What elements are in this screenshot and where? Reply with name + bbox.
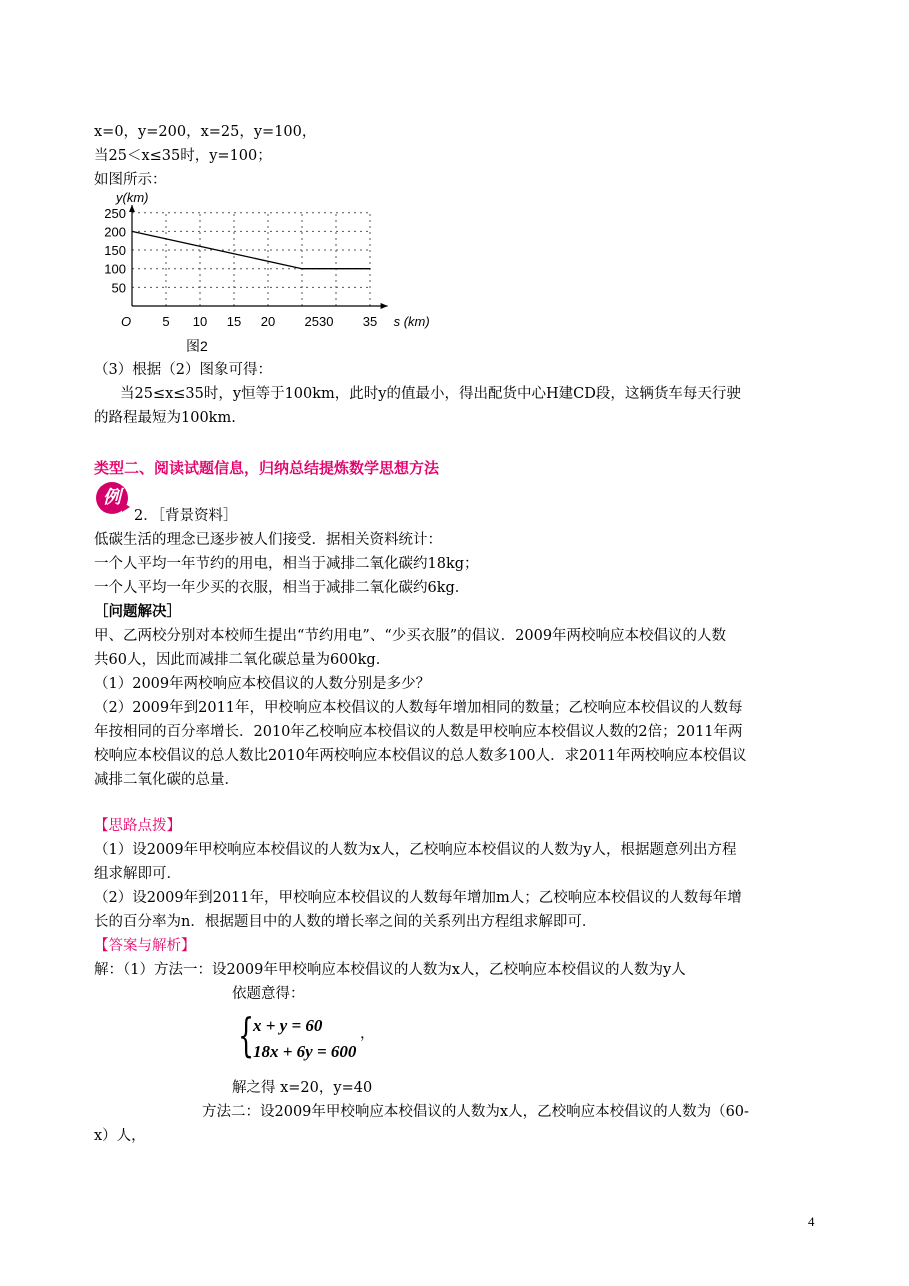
hint-title: 【思路点拨】 [94,818,181,834]
x-tick-label: 35 [362,314,378,329]
text-line: 组求解即可． [94,866,181,882]
y-tick-label: 50 [111,280,126,296]
text-line: 校响应本校倡议的总人数比2010年两校响应本校倡议的总人数多100人．求2011年两校响应本校倡议 [94,748,747,764]
text-line: 解：（1）方法一：设2009年甲校响应本校倡议的人数为x人，乙校响应本校倡议的人数为y人 [94,962,686,978]
series-point [369,268,370,269]
text-line: 当25＜x≤35时，y=100； [94,148,272,164]
chart-series [131,231,370,269]
text-line: 甲、乙两校分别对本校师生提出“节约用电”、“少买衣服”的倡议．2009年两校响应本校倡议的人数 [94,628,727,644]
text-line: 长的百分率为n．根据题目中的人数的增长率之间的关系列出方程组求解即可． [94,914,597,930]
text-line: （2）2009年到2011年，甲校响应本校倡议的人数每年增加相同的数量；乙校响应本校倡议的人数每 [94,700,743,716]
text-line: 如图所示： [94,172,167,188]
chart-axes [129,205,388,309]
x-axis-title: s (km) [393,314,430,329]
text-line: （1）设2009年甲校响应本校倡议的人数为x人，乙校响应本校倡议的人数为y人，根据题意列出方程 [94,842,737,858]
text-line: 的路程最短为100km. [94,410,236,426]
text-line: （1）2009年两校响应本校倡议的人数分别是多少？ [94,676,431,692]
series-point [131,231,132,232]
y-tick-label: 150 [104,243,126,259]
section-heading: 类型二、阅读试题信息，归纳总结提炼数学思想方法 [94,459,440,477]
text-line: （3）根据（2）图象可得： [94,362,272,378]
example-badge: 例 [96,482,128,514]
text-line: x）人， [94,1128,146,1144]
text-line: 依题意得： [232,986,305,1002]
line-chart [94,188,430,354]
y-tick-label: 250 [104,205,126,221]
text-line: 年按相同的百分率增长．2010年乙校响应本校倡议的人数是甲校响应本校倡议人数的2倍；2011年两 [94,724,743,740]
text-line: 解之得 x=20，y=40 [232,1080,373,1096]
text-line: 方法二：设2009年甲校响应本校倡议的人数为x人，乙校响应本校倡议的人数为（60- [202,1104,749,1120]
text-line: 减排二氧化碳的总量． [94,772,239,788]
y-axis-title: y(km) [116,190,149,205]
x-tick-label: 20 [260,314,276,329]
figure-caption: 图2 [186,338,208,354]
text-line: 共60人，因此而减排二氧化碳总量为600kg． [94,652,391,668]
chart-grid [132,213,370,306]
y-axis-arrow [129,205,135,212]
example-title: 2．［背景资料］ [134,508,238,524]
x-tick-label: 15 [226,314,242,329]
equation-comma: ， [360,1026,375,1042]
text-line: x=0，y=200，x=25，y=100， [94,124,317,140]
text-line: 低碳生活的理念已逐步被人们接受．据相关资料统计： [94,532,442,548]
equation-2: 18x + 6y = 600 [253,1042,357,1061]
x-axis-arrow [381,303,388,309]
text-line: （2）设2009年到2011年，甲校响应本校倡议的人数每年增加m人；乙校响应本校倡议的人数每年增 [94,890,742,906]
equation-1: x + y = 60 [253,1016,323,1035]
answer-title: 【答案与解析】 [94,938,196,954]
x-tick-label: 10 [192,314,208,329]
text-line: 当25≤x≤35时，y恒等于100km，此时y的值最小，得出配货中心H建CD段，这辆货车每天行驶 [120,386,741,402]
series-line [132,231,370,268]
equation-brace: { [238,1008,255,1062]
origin-label: O [121,314,132,329]
x-tick-label: 5 [162,314,170,329]
text-line: 一个人平均一年少买的衣服，相当于减排二氧化碳约6kg． [94,580,470,596]
text-line: 一个人平均一年节约的用电，相当于减排二氧化碳约18kg； [94,556,479,572]
y-tick-label: 200 [104,224,126,240]
x-tick-label: 2530 [304,314,334,329]
page-number: 4 [808,1214,815,1229]
problem-title: ［问题解决］ [94,603,181,620]
y-tick-label: 100 [104,261,126,277]
series-point [301,268,302,269]
